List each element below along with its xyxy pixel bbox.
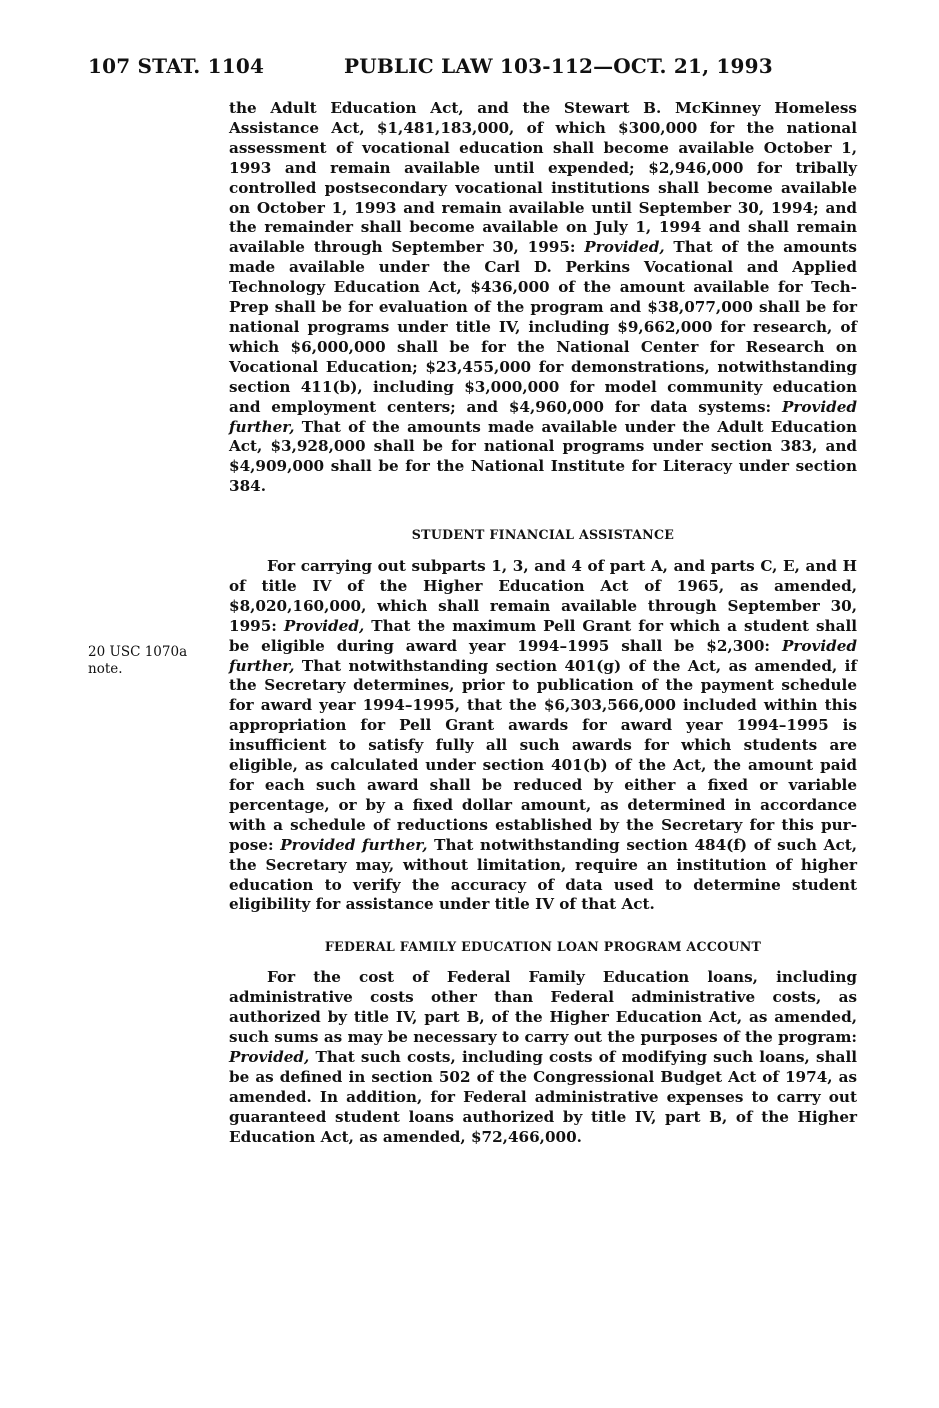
section-heading-student-financial-assistance: STUDENT FINANCIAL ASSISTANCE — [411, 527, 675, 543]
proviso-italic: Provided further, — [229, 397, 857, 436]
proviso-italic: Provided further, — [280, 835, 428, 854]
ffel-program-paragraph: For the cost of Federal Family Education loans, including administrative costs other than Federal administrative costs, as authorized by title IV, part B, of the Higher Education Act, as amended, such sums as may be necessary to carry out the purposes of the program: Provided, That such costs, including costs of modifying such loans, shall be as defined in section 502 of the Congressional Budget Act of 1974, as amended. In addition, for Federal administrative expenses to carry out guaranteed student loans authorized by title IV, part B, of the Higher Education Act, as amended, $72,466,000. — [229, 968, 857, 1146]
margin-note-citation: 20 USC 1070a — [88, 644, 188, 660]
running-head — [88, 54, 868, 84]
proviso-italic: Provided, — [584, 238, 665, 257]
proviso-italic: Provided, — [283, 616, 365, 635]
margin-note — [88, 644, 208, 678]
section-heading-ffel-program-account: FEDERAL FAMILY EDUCATION LOAN PROGRAM ACCOUNT — [324, 939, 762, 955]
margin-note-label: note. — [88, 661, 123, 677]
student-financial-assistance-paragraph: For carrying out subparts 1, 3, and 4 of part A, and parts C, E, and H of title IV of the Higher Education Act of 1965, as amended, $8,020,160,000, which shall remain available through September 30, 1995: Provided, That the maximum Pell Grant for which a student shall be eligible during award year 1994–1995 shall be $2,300: Provided further, That notwithstanding section 401(g) of the Act, as amended, if the Secretary determines, prior to publication of the payment schedule for award year 1994–1995, that the $6,303,566,000 included within this appropriation for Pell Grant awards for award year 1994–1995 is insufficient to satisfy fully all such awards for which students are eligible, as calculated under section 401(b) of the Act, the amount paid for each such award shall be reduced by either a fixed or variable percentage, or by a fixed dollar amount, as determined in accordance with a schedule of reductions established by the Secretary for this purpose: Provided further, That notwithstanding section 484(f) of such Act, the Secretary may, without limitation, require an institution of higher education to verify the accuracy of data used to determine student eligibility for assistance under title IV of that Act. — [229, 557, 857, 914]
body-text-column — [229, 99, 857, 1147]
proviso-italic: Provided further, — [229, 636, 857, 675]
public-law-title: PUBLIC LAW 103-112—OCT. 21, 1993 — [344, 54, 773, 78]
proviso-italic: Provided, — [229, 1047, 310, 1066]
continued-paragraph: the Adult Education Act, and the Stewart B. McKinney Homeless Assistance Act, $1,481,183,000, of which $300,000 for the national assessment of vocational education shall become available October 1, 1993 and remain available until expended; $2,946,000 for tribally controlled postsecondary vocational institutions shall become available on October 1, 1993 and remain available until September 30, 1994; and the remainder shall become available on July 1, 1994 and shall remain available through September 30, 1995: Provided, That of the amounts made available under the Carl D. Perkins Vocational and Applied Technology Education Act, $436,000 of the amount available for Tech-Prep shall be for evaluation of the program and $38,077,000 shall be for national programs under title IV, including $9,662,000 for research, of which $6,000,000 shall be for the National Center for Research on Vocational Education; $23,455,000 for demonstrations, notwithstanding section 411(b), including $3,000,000 for model community education and employment centers; and $4,960,000 for data systems: Provided further, That of the amounts made available under the Adult Education Act, $3,928,000 shall be for national programs under section 383, and $4,909,000 shall be for the National Institute for Literacy under section 384. — [229, 99, 857, 496]
statute-citation: 107 STAT. 1104 — [88, 54, 265, 78]
